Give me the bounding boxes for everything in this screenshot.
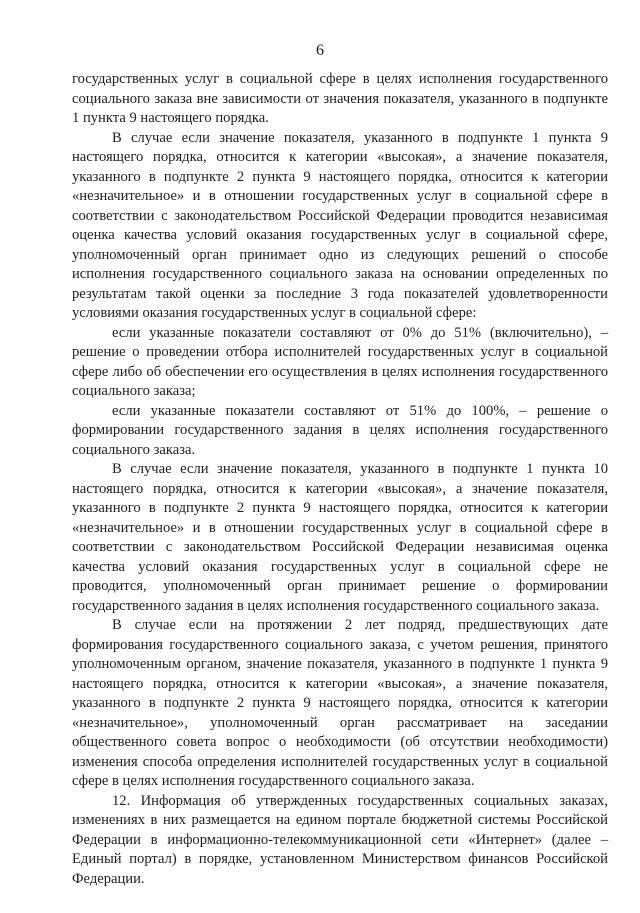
paragraph: В случае если значение показателя, указанного в подпункте 1 пункта 10 настоящего порядка, относится к категории «высокая», а значение показателя, указанного в подпункте 2 пункта 9 настоящего порядка, относится к категории «незначительное» и в отношении государственных услуг в социальной сфере в соответствии с законодательством Российской Федерации независимая оценка качества условий оказания государственных услуг в социальной сфере не проводится, уполномоченный орган принимает решение о формировании государственного задания в целях исполнения государственного социального заказа. (72, 461, 608, 614)
paragraph: В случае если на протяжении 2 лет подряд, предшествующих дате формирования государственного социального заказа, с учетом решения, принятого уполномоченным органом, значение показателя, указанного в подпункте 1 пункта 9 настоящего порядка, относится к категории «высокая», а значение показателя, указанного в подпункте 2 пункта 9 настоящего порядка, относится к категории «незначительное», уполномоченный орган рассматривает на заседании общественного совета вопрос о необходимости (об отсутствии необходимости) изменения способа определения исполнителей государственных услуг в социальной сфере в целях исполнения государственного социального заказа. (72, 617, 608, 789)
document-body (72, 70, 608, 889)
paragraph-list-item: если указанные показатели составляют от 51% до 100%, – решение о формировании государственного задания в целях исполнения государственного социального заказа. (72, 402, 608, 458)
page-number: 6 (316, 42, 324, 59)
paragraph-list-item: если указанные показатели составляют от 0% до 51% (включительно), – решение о проведении отбора исполнителей государственных услуг в социальной сфере либо об обеспечении его осуществления в целях исполнения государственного социального заказа; (72, 324, 608, 399)
paragraph-item-12: 12. Информация об утвержденных государственных социальных заказах, изменениях в них размещается на едином портале бюджетной системы Российской Федерации в информационно-телекоммуникационной сети «Интернет» (далее – Единый портал) в порядке, установленном Министерством финансов Российской Федерации. (72, 792, 608, 887)
paragraph-continuation: государственных услуг в социальной сфере в целях исполнения государственного социального заказа вне зависимости от значения показателя, указанного в подпункте 1 пункта 9 настоящего порядка. (72, 71, 608, 126)
paragraph: В случае если значение показателя, указанного в подпункте 1 пункта 9 настоящего порядка, относится к категории «высокая», а значение показателя, указанного в подпункте 2 пункта 9 настоящего порядка, относится к категории «незначительное» и в отношении государственных услуг в социальной сфере в соответствии с законодательством Российской Федерации проводится независимая оценка качества условий оказания государственных услуг в социальной сфере, уполномоченный орган принимает одно из следующих решений о способе исполнения государственного социального заказа на основании определенных по результатам такой оценки за последние 3 года показателей удовлетворенности условиями оказания государственных услуг в социальной сфере: (72, 129, 608, 321)
